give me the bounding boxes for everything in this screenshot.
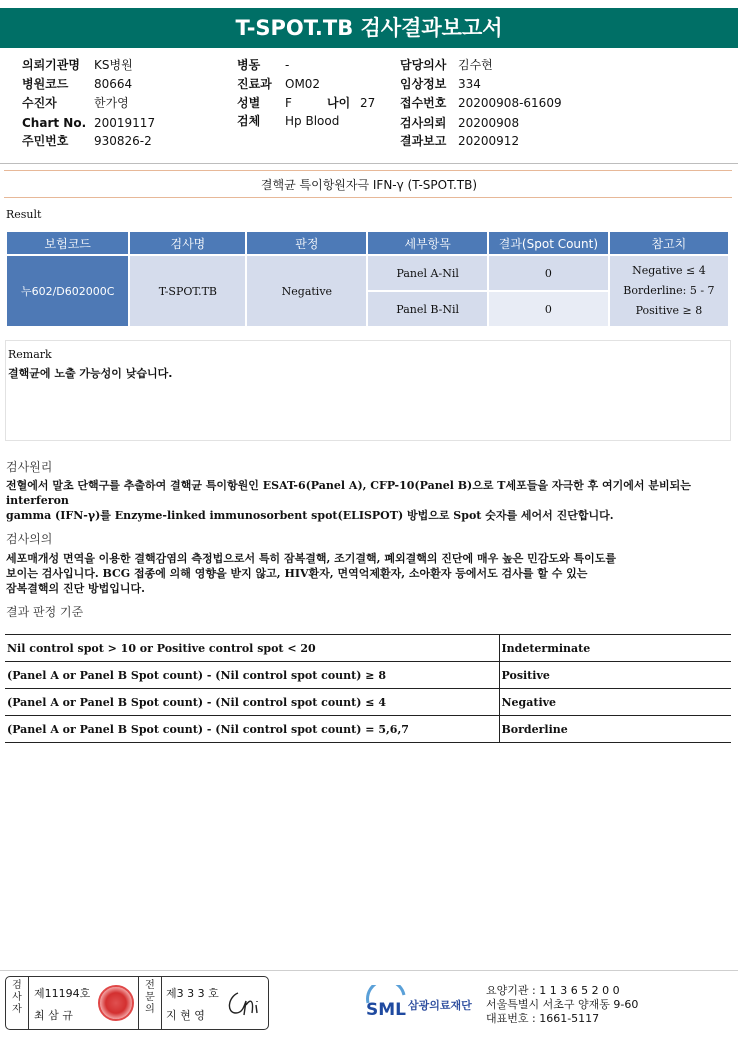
dept-label: 진료과	[237, 77, 272, 91]
header-detail-item: 세부항목	[368, 232, 487, 254]
judgment: Negative	[247, 256, 366, 326]
ward-value: -	[285, 58, 290, 72]
sml-logo	[364, 985, 408, 1021]
signature-box	[5, 976, 269, 1030]
header-judgment: 판정	[247, 232, 366, 254]
remark-heading: Remark	[8, 348, 52, 361]
result-heading: Result	[6, 208, 42, 221]
criteria-condition: (Panel A or Panel B Spot count) - (Nil control spot count) ≥ 8	[5, 662, 499, 689]
report-title: T-SPOT.TB 검사결과보고서	[0, 8, 738, 48]
table-row	[5, 716, 731, 743]
age-value: 27	[360, 96, 376, 110]
doctor-label: 담당의사	[400, 58, 447, 72]
criteria-condition: Nil control spot > 10 or Positive control spot < 20	[5, 635, 499, 662]
divider	[138, 977, 139, 1029]
sex-value: F	[285, 96, 292, 110]
examiner-name: 최 삼 규	[34, 1009, 73, 1022]
table-row	[5, 662, 731, 689]
result-header-row	[7, 232, 728, 254]
principle-line: interferon	[6, 494, 69, 507]
criteria-table	[5, 634, 731, 743]
spot-count: 0	[489, 256, 608, 290]
sex-label: 성별	[237, 96, 261, 110]
specimen-value: Hp Blood	[285, 114, 340, 128]
insurance-code: 누602/D602000C	[7, 256, 128, 326]
divider	[0, 163, 738, 164]
remark-text: 결핵균에 노출 가능성이 낮습니다.	[8, 367, 173, 380]
header-result: 결과(Spot Count)	[489, 232, 608, 254]
clinical-label: 임상정보	[400, 77, 447, 91]
table-row	[5, 689, 731, 716]
code-label: 병원코드	[22, 77, 69, 91]
specialist-label: 전문의	[145, 980, 155, 1015]
detail-item: Panel B-Nil	[368, 292, 487, 326]
divider	[4, 197, 732, 198]
header-reference: 참고치	[610, 232, 728, 254]
result-table	[5, 230, 730, 328]
spot-count: 0	[489, 292, 608, 326]
footer-divider	[0, 970, 738, 971]
criteria-condition: (Panel A or Panel B Spot count) - (Nil control spot count) = 5,6,7	[5, 716, 499, 743]
patient-label: 수진자	[22, 96, 57, 110]
hospital-label: 의뢰기관명	[22, 58, 80, 72]
divider	[28, 977, 29, 1029]
divider	[4, 170, 732, 171]
specimen-label: 검체	[237, 114, 261, 128]
dept-value: OM02	[285, 77, 321, 91]
reference-negative: Negative ≤ 4	[632, 264, 706, 277]
header-insurance-code: 보험코드	[7, 232, 128, 254]
chart-value: 20019117	[94, 116, 156, 130]
significance-text	[6, 551, 732, 596]
significance-heading: 검사의의	[6, 532, 53, 546]
seal-stamp	[98, 985, 134, 1021]
reference-range	[610, 256, 728, 326]
report-value: 20200912	[458, 134, 520, 148]
criteria-result: Indeterminate	[499, 635, 731, 662]
criteria-result: Borderline	[499, 716, 731, 743]
request-label: 검사의뢰	[400, 116, 447, 130]
resident-label: 주민번호	[22, 134, 69, 148]
age-label: 나이	[327, 96, 351, 110]
reference-borderline: Borderline: 5 - 7	[623, 284, 715, 297]
principle-line: 전혈에서 말초 단핵구를 추출하여 결핵균 특이항원인 ESAT-6(Panel A), CFP-10(Panel B)으로 T세포들을 자극한 후 여기에서 분비되는	[6, 479, 691, 492]
request-value: 20200908	[458, 116, 520, 130]
criteria-heading: 결과 판정 기준	[6, 605, 84, 619]
examiner-label: 검사자	[12, 980, 22, 1015]
org-location: 서울특별시 서초구 양재동 9-60	[486, 998, 639, 1011]
report-label: 결과보고	[400, 134, 447, 148]
chart-label: Chart No.	[22, 116, 87, 130]
divider	[161, 977, 162, 1029]
specialist-number: 제3 3 3 호	[166, 987, 219, 1000]
test-name: T-SPOT.TB	[130, 256, 245, 326]
receipt-value: 20200908-61609	[458, 96, 562, 110]
org-registration: 요양기관 : 1 1 3 6 5 2 0 0	[486, 984, 620, 997]
examiner-number: 제11194호	[34, 987, 91, 1000]
org-address	[486, 984, 638, 1026]
clinical-value: 334	[458, 77, 481, 91]
test-subtitle: 결핵균 특이항원자극 IFN-γ (T-SPOT.TB)	[260, 178, 478, 192]
table-row	[7, 256, 728, 290]
receipt-label: 접수번호	[400, 96, 447, 110]
criteria-condition: (Panel A or Panel B Spot count) - (Nil control spot count) ≤ 4	[5, 689, 499, 716]
significance-line: 잠복결핵의 진단 방법입니다.	[6, 582, 145, 595]
header-test-name: 검사명	[130, 232, 245, 254]
org-name: 삼광의료재단	[408, 999, 472, 1012]
ward-label: 병동	[237, 58, 261, 72]
code-value: 80664	[94, 77, 133, 91]
remark-box	[5, 340, 731, 441]
signature-scribble	[224, 987, 264, 1019]
doctor-value: 김수현	[458, 58, 493, 72]
reference-positive: Positive ≥ 8	[635, 304, 703, 317]
patient-value: 한가영	[94, 96, 129, 110]
significance-line: 보이는 검사입니다. BCG 접종에 의해 영향을 받지 않고, HIV환자, 면역억제환자, 소아환자 등에서도 검사를 할 수 있는	[6, 567, 588, 580]
principle-line: gamma (IFN-γ)를 Enzyme-linked immunosorbent spot(ELISPOT) 방법으로 Spot 숫자를 세어서 진단합니다.	[6, 509, 614, 522]
principle-text	[6, 478, 732, 523]
significance-line: 세포매개성 면역을 이용한 결핵감염의 측정법으로서 특히 잠복결핵, 조기결핵, 폐외결핵의 진단에 매우 높은 민감도와 특이도를	[6, 552, 616, 565]
specialist-name: 지 현 영	[166, 1009, 205, 1022]
principle-heading: 검사원리	[6, 460, 53, 474]
criteria-result: Positive	[499, 662, 731, 689]
table-row	[5, 635, 731, 662]
hospital-value: KS병원	[94, 58, 133, 72]
resident-value: 930826-2	[94, 134, 152, 148]
patient-info	[0, 56, 738, 160]
detail-item: Panel A-Nil	[368, 256, 487, 290]
org-phone: 대표번호 : 1661-5117	[486, 1012, 600, 1025]
criteria-result: Negative	[499, 689, 731, 716]
logo-letters: SML	[366, 1000, 406, 1020]
